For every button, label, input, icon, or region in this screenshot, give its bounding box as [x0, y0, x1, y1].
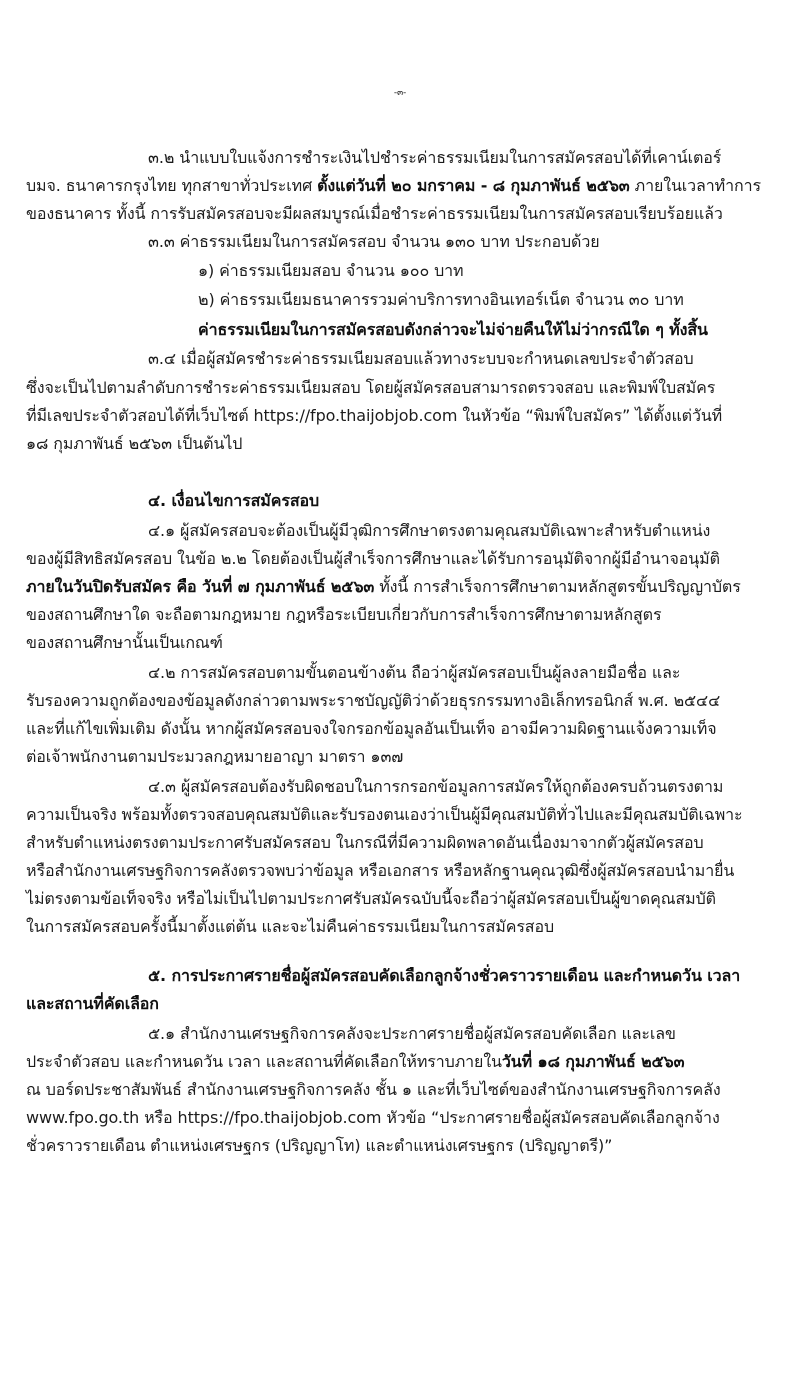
para-3-2-line-2: [26, 175, 761, 197]
non-refundable-note: ค่าธรรมเนียมในการสมัครสอบดังกล่าวจะไม่จ่ายคืนให้ไม่ว่ากรณีใด ๆ ทั้งสิ้น: [198, 320, 708, 339]
para-4-3-line-3: สำหรับตำแหน่งตรงตามประกาศรับสมัครสอบ ในกรณีที่มีความผิดพลาดอันเนื่องมาจากตัวผู้สมัครสอบ: [26, 833, 704, 852]
para-5-1-line-5: ชั่วคราวรายเดือน ตำแหน่งเศรษฐกร (ปริญญาโท) และตำแหน่งเศรษฐกร (ปริญญาตรี)”: [26, 1136, 613, 1155]
page-number: -๓-: [393, 88, 407, 98]
para-4-2-line-3: และที่แก้ไขเพิ่มเติม ดังนั้น หากผู้สมัครสอบจงใจกรอกข้อมูลอันเป็นเท็จ อาจมีความผิดฐานแจ้งความเท็จ: [26, 719, 717, 738]
section-4-heading: ๔. เงื่อนไขการสมัครสอบ: [148, 491, 320, 510]
section-5-heading-line-1: ๕. การประกาศรายชื่อผู้สมัครสอบคัดเลือกลูกจ้างชั่วคราวรายเดือน และกำหนดวัน เวลา: [148, 966, 741, 985]
fee-item-1: ๑) ค่าธรรมเนียมสอบ จำนวน ๑๐๐ บาท: [198, 261, 464, 280]
para-4-2-line-2: รับรองความถูกต้องของข้อมูลดังกล่าวตามพระราชบัญญัติว่าด้วยธุรกรรมทางอิเล็กทรอนิกส์ พ.ศ. ๒๕๔๔: [26, 691, 721, 710]
para-3-4-line-3: ที่มีเลขประจำตัวสอบได้ที่เว็บไซต์ https://fpo.thaijobjob.com ในหัวข้อ “พิมพ์ใบสมัคร” ได้ตั้งแต่วันที่: [26, 406, 723, 425]
para-3-2-line-3: ของธนาคาร ทั้งนี้ การรับสมัครสอบจะมีผลสมบูรณ์เมื่อชำระค่าธรรมเนียมในการสมัครสอบเรียบร้อยแล้ว: [26, 204, 723, 223]
text-run: ประจำตัวสอบ และกำหนดวัน เวลา และสถานที่คัดเลือกให้ทราบภายใน: [26, 1052, 502, 1071]
para-4-1-line-5: ของสถานศึกษานั้นเป็นเกณฑ์: [26, 633, 223, 652]
text-run: ทั้งนี้ การสำเร็จการศึกษาตามหลักสูตรขั้นปริญญาบัตร: [374, 577, 741, 596]
closing-date-emphasis: ภายในวันปิดรับสมัคร คือ วันที่ ๗ กุมภาพันธ์ ๒๕๖๓: [26, 577, 375, 596]
announcement-date-emphasis: วันที่ ๑๘ กุมภาพันธ์ ๒๕๖๓: [501, 1052, 685, 1071]
date-range-emphasis: ตั้งแต่วันที่ ๒๐ มกราคม - ๘ กุมภาพันธ์ ๒๕๖๓: [317, 176, 630, 195]
para-5-1-line-1: ๕.๑ สำนักงานเศรษฐกิจการคลังจะประกาศรายชื่อผู้สมัครสอบคัดเลือก และเลข: [148, 1024, 676, 1043]
para-5-1-line-2: [26, 1051, 684, 1073]
text-run: ภายในเวลาทำการ: [629, 176, 762, 195]
para-4-1-line-2: ของผู้มีสิทธิสมัครสอบ ในข้อ ๒.๒ โดยต้องเป็นผู้สำเร็จการศึกษาและได้รับการอนุมัติจากผู้มีอำนาจอนุมัติ: [26, 549, 720, 568]
para-3-4-line-4: ๑๘ กุมภาพันธ์ ๒๕๖๓ เป็นต้นไป: [26, 434, 243, 453]
para-4-3-line-1: ๔.๓ ผู้สมัครสอบต้องรับผิดชอบในการกรอกข้อมูลการสมัครให้ถูกต้องครบถ้วนตรงตาม: [148, 777, 724, 796]
para-4-2-line-4: ต่อเจ้าพนักงานตามประมวลกฎหมายอาญา มาตรา ๑๓๗: [26, 747, 404, 766]
para-4-1-line-1: ๔.๑ ผู้สมัครสอบจะต้องเป็นผู้มีวุฒิการศึกษาตรงตามคุณสมบัติเฉพาะสำหรับตำแหน่ง: [148, 521, 711, 540]
para-4-1-line-4: ของสถานศึกษาใด จะถือตามกฎหมาย กฎหรือระเบียบเกี่ยวกับการสำเร็จการศึกษาตามหลักสูตร: [26, 605, 662, 624]
para-3-4-line-2: ซึ่งจะเป็นไปตามลำดับการชำระค่าธรรมเนียมสอบ โดยผู้สมัครสอบสามารถตรวจสอบ และพิมพ์ใบสมัคร: [26, 378, 716, 397]
para-4-3-line-2: ความเป็นจริง พร้อมทั้งตรวจสอบคุณสมบัติและรับรองตนเองว่าเป็นผู้มีคุณสมบัติทั่วไปและมีคุณสมบัติเฉพาะ: [26, 805, 743, 824]
para-4-2-line-1: ๔.๒ การสมัครสอบตามขั้นตอนข้างต้น ถือว่าผู้สมัครสอบเป็นผู้ลงลายมือชื่อ และ: [148, 663, 681, 682]
para-4-3-line-5: ไม่ตรงตามข้อเท็จจริง หรือไม่เป็นไปตามประกาศรับสมัครฉบับนี้จะถือว่าผู้สมัครสอบเป็นผู้ขาดคุณสมบัติ: [26, 889, 716, 908]
para-5-1-line-3: ณ บอร์ดประชาสัมพันธ์ สำนักงานเศรษฐกิจการคลัง ชั้น ๑ และที่เว็บไซต์ของสำนักงานเศรษฐกิจการคลัง: [26, 1080, 721, 1099]
para-3-2-line-1: ๓.๒ นำแบบใบแจ้งการชำระเงินไปชำระค่าธรรมเนียมในการสมัครสอบได้ที่เคาน์เตอร์: [148, 148, 722, 167]
para-4-1-line-3: [26, 576, 741, 598]
text-run: บมจ. ธนาคารกรุงไทย ทุกสาขาทั่วประเทศ: [26, 176, 318, 195]
para-4-3-line-4: หรือสำนักงานเศรษฐกิจการคลังตรวจพบว่าข้อมูล หรือเอกสาร หรือหลักฐานคุณวุฒิซึ่งผู้สมัครสอบนำมายื่น: [26, 861, 735, 880]
para-3-4-line-1: ๓.๔ เมื่อผู้สมัครชำระค่าธรรมเนียมสอบแล้วทางระบบจะกำหนดเลขประจำตัวสอบ: [148, 349, 694, 368]
fee-item-2: ๒) ค่าธรรมเนียมธนาคารรวมค่าบริการทางอินเทอร์เน็ต จำนวน ๓๐ บาท: [198, 290, 684, 309]
para-4-3-line-6: ในการสมัครสอบครั้งนี้มาตั้งแต่ต้น และจะไม่คืนค่าธรรมเนียมในการสมัครสอบ: [26, 917, 555, 936]
section-5-heading-line-2: และสถานที่คัดเลือก: [26, 994, 159, 1013]
para-5-1-line-4: www.fpo.go.th หรือ https://fpo.thaijobjob.com หัวข้อ “ประกาศรายชื่อผู้สมัครสอบคัดเลือกลูกจ้าง: [26, 1108, 720, 1127]
para-3-3-line-1: ๓.๓ ค่าธรรมเนียมในการสมัครสอบ จำนวน ๑๓๐ บาท ประกอบด้วย: [148, 232, 600, 251]
